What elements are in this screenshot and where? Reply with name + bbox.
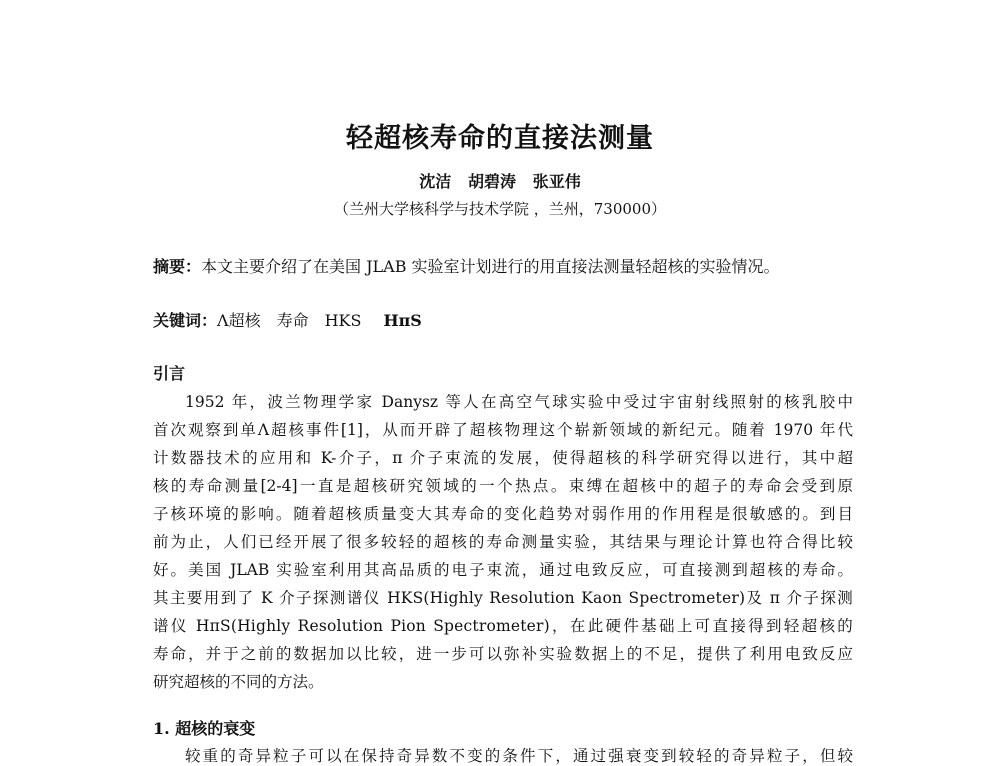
abstract-text: 本文主要介绍了在美国 JLAB 实验室计划进行的用直接法测量轻超核的实验情况。 bbox=[201, 257, 780, 276]
intro-line: 谱仪 HπS(Highly Resolution Pion Spectrometer)，在此硬件基础上可直接得到轻超核的 bbox=[153, 617, 853, 635]
intro-line: 寿命，并于之前的数据加以比较，进一步可以弥补实验数据上的不足，提供了利用电致反应 bbox=[153, 645, 853, 663]
keywords bbox=[153, 308, 422, 331]
intro-line: 前为止，人们已经开展了很多较轻的超核的寿命测量实验，其结果与理论计算也符合得比较 bbox=[153, 533, 853, 551]
affiliation: （兰州大学核科学与技术学院 ，兰州，730000） bbox=[333, 200, 667, 218]
section1-line: 较重的奇异粒子可以在保持奇异数不变的条件下，通过强衰变到较轻的奇异粒子，但较 bbox=[185, 747, 853, 765]
keyword-item: HKS bbox=[324, 311, 362, 330]
intro-line: 计数器技术的应用和 K-介子，π 介子束流的发展，使得超核的科学研究得以进行，其中超 bbox=[153, 449, 853, 467]
intro-line: 1952 年，波兰物理学家 Danysz 等人在高空气球实验中受过宇宙射线照射的核乳胶中 bbox=[185, 393, 853, 411]
intro-line: 好。美国 JLAB 实验室利用其高品质的电子束流，通过电致反应，可直接测到超核的寿命。 bbox=[153, 561, 853, 579]
abstract bbox=[153, 254, 780, 277]
abstract-label: 摘要： bbox=[153, 257, 202, 276]
keyword-item: 寿命 bbox=[276, 311, 309, 330]
intro-line: 子核环境的影响。随着超核质量变大其寿命的变化趋势对弱作用的作用程是很敏感的。到目 bbox=[153, 505, 853, 523]
intro-line: 核的寿命测量[2-4]一直是超核研究领域的一个热点。束缚在超核中的超子的寿命会受到原 bbox=[153, 477, 853, 495]
intro-line: 其主要用到了 K 介子探测谱仪 HKS(Highly Resolution Kaon Spectrometer)及 π 介子探测 bbox=[153, 589, 853, 607]
intro-line: 首次观察到单Λ超核事件[1]，从而开辟了超核物理这个崭新领域的新纪元。随着 1970 年代 bbox=[153, 421, 853, 439]
keyword-item: HπS bbox=[383, 311, 422, 330]
intro-line: 研究超核的不同的方法。 bbox=[153, 673, 324, 691]
section1-heading: 1. 超核的衰变 bbox=[153, 719, 256, 738]
intro-heading: 引言 bbox=[153, 364, 186, 383]
keyword-item: Λ超核 bbox=[217, 311, 261, 330]
author-list: 沈洁 胡碧涛 张亚伟 bbox=[419, 172, 581, 191]
keywords-label: 关键词： bbox=[153, 311, 218, 330]
paper-title: 轻超核寿命的直接法测量 bbox=[346, 123, 654, 154]
